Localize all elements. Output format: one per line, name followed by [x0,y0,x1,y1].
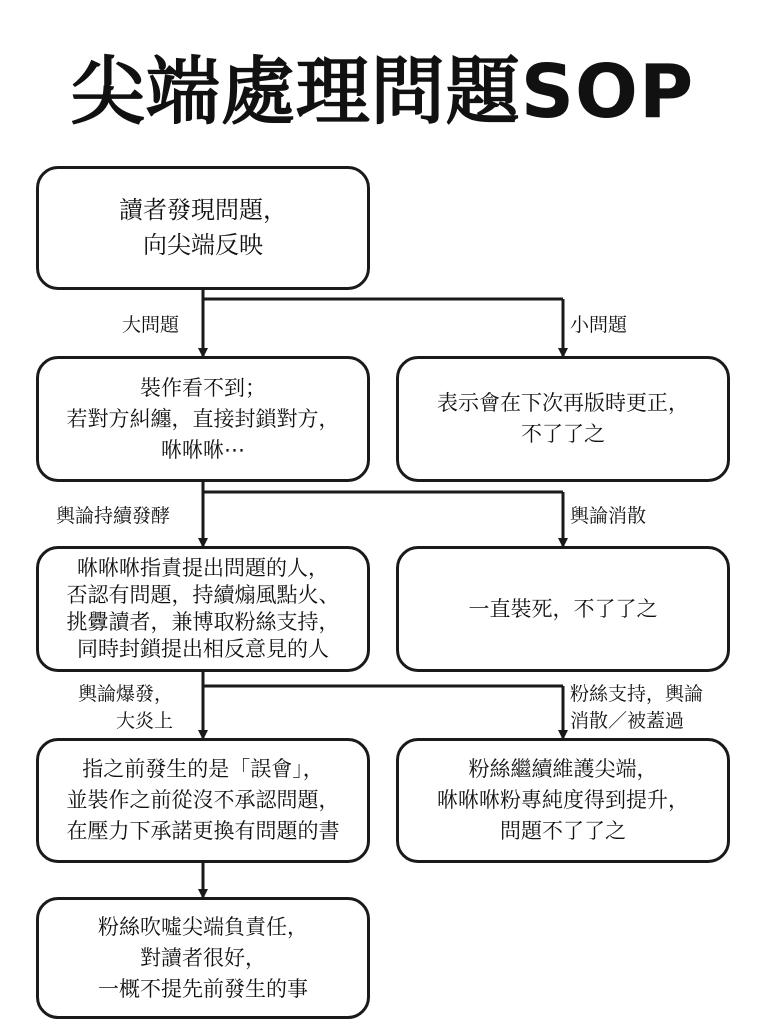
node-small-fix [396,356,730,482]
page-title: 尖端處理問題SOP [70,49,695,135]
edge-label-dissipate: 輿論消散 [570,505,647,527]
node-small-fix-text: 表示會在下次再版時更正， 不了了之 [437,391,689,446]
node-fans-defend [396,738,730,863]
edge-label-ferment: 輿論持續發酵 [56,505,171,527]
edge-label-big-problem: 大問題 [122,314,180,336]
node-fans-praise [36,897,370,1019]
node-accuse [36,546,370,672]
node-play-dead [396,546,730,672]
node-misunderstanding-text: 指之前發生的是「誤會」， 並裝作之前從沒不承認問題， 在壓力下承諾更換有問題的書 [66,757,340,843]
node-start-text: 讀者發現問題， 向尖端反映 [119,196,287,259]
node-accuse-text: 咻咻咻指責提出問題的人， 否認有問題，持續煽風點火、 挑釁讀者，兼博取粉絲支持， 同時封鎖提出相反意見的人 [66,556,340,661]
node-big-ignore-text: 裝作看不到； 若對方糾纏，直接封鎖對方， 咻咻咻⋯ [66,375,340,462]
node-big-ignore [36,356,370,482]
edge-label-explode: 輿論爆發， 大炎上 [78,683,174,732]
node-play-dead-text: 一直裝死，不了了之 [468,596,658,621]
node-misunderstanding [36,738,370,863]
edge-label-fans-support: 粉絲支持，輿論 消散／被蓋過 [570,683,704,732]
node-fans-defend-text: 粉絲繼續維護尖端， 咻咻咻粉專純度得到提升， 問題不了了之 [437,757,689,843]
node-start [36,166,370,290]
node-fans-praise-text: 粉絲吹噓尖端負責任， 對讀者很好， 一概不提先前發生的事 [98,914,308,1001]
edge-label-small-problem: 小問題 [570,314,628,336]
